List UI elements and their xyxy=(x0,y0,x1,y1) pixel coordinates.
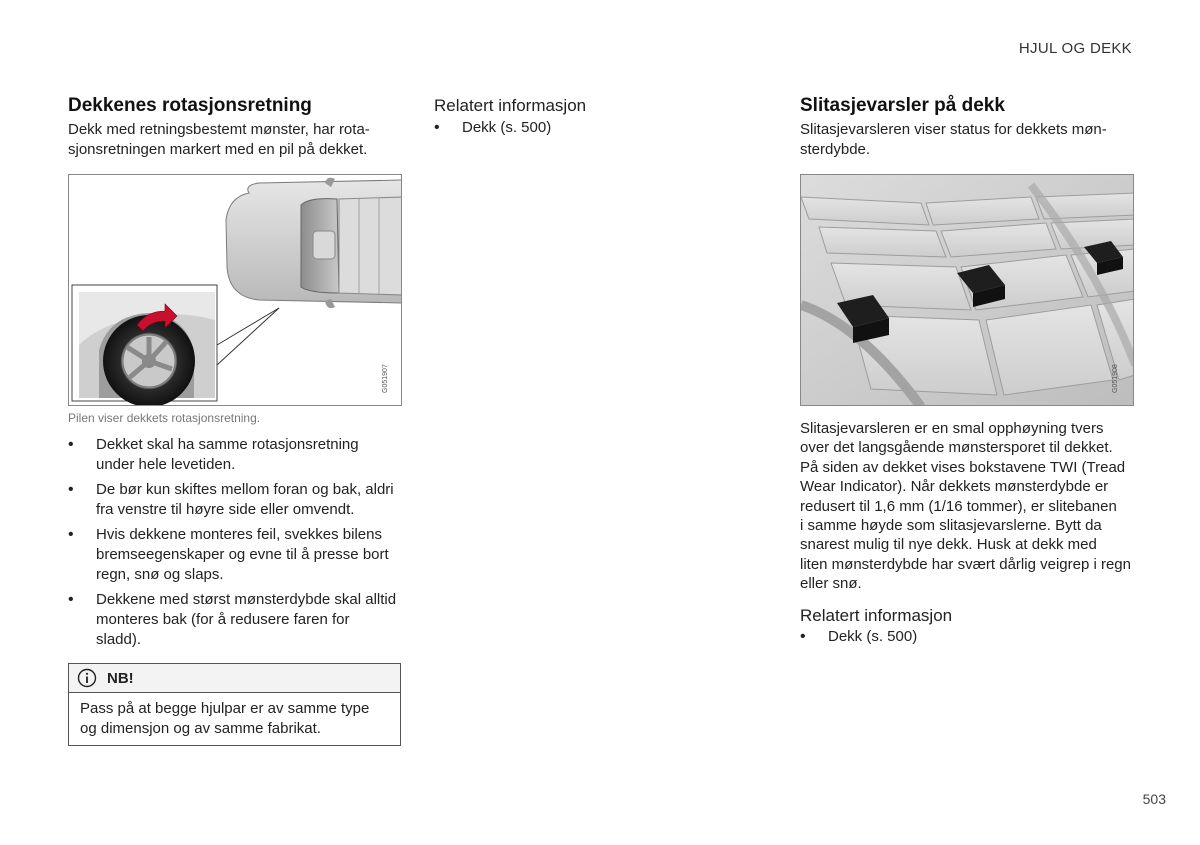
rotation-section-title: Dekkenes rotasjonsretning xyxy=(68,95,312,116)
section-header: HJUL OG DEKK xyxy=(1018,40,1132,57)
figure-caption: Pilen viser dekkets rotasjonsretning. xyxy=(68,411,261,425)
tread-wear-figure xyxy=(800,174,1134,406)
list-item-line: bremseegenskaper og evne til å presse bort xyxy=(96,546,389,563)
related-info-list xyxy=(434,118,551,143)
body-line: over det langsgående mønstersporet til dekket. xyxy=(800,439,1113,457)
list-item-line: fra venstre til høyre side eller omvendt. xyxy=(96,501,355,518)
wear-indicator-intro xyxy=(800,120,1140,160)
info-icon xyxy=(77,668,97,688)
related-link[interactable]: • Dekk (s. 500) xyxy=(800,627,917,647)
rotation-figure xyxy=(68,174,402,406)
note-text-line: og dimensjon og av samme fabrikat. xyxy=(80,720,321,737)
tire-tread-illustration xyxy=(801,175,1134,406)
list-item-line: • De bør kun skiftes mellom foran og bak, aldri xyxy=(96,481,394,498)
list-item xyxy=(68,525,413,585)
list-item-line: under hele levetiden. xyxy=(96,456,236,473)
list-item-line: sladd). xyxy=(96,631,142,648)
related-info-title: Relatert informasjon xyxy=(434,96,587,115)
car-top-view-illustration xyxy=(69,175,402,406)
note-text xyxy=(69,693,400,747)
body-line: i samme høyde som slitasjevarslerne. Bytt da xyxy=(800,517,1102,535)
list-item xyxy=(68,435,413,475)
list-item-line: • Hvis dekkene monteres feil, svekkes bilens xyxy=(96,526,382,543)
wear-intro-line: sterdybde. xyxy=(800,141,871,158)
body-line: Slitasjevarsleren er en smal opphøyning tvers xyxy=(800,420,1104,437)
page-number: 503 xyxy=(1142,791,1166,807)
list-item-line: monteres bak (for å redusere faren for xyxy=(96,611,350,628)
rotation-bullet-list xyxy=(68,435,413,655)
body-line: Wear Indicator). Når dekkets mønsterdybde er xyxy=(800,478,1109,496)
list-item-line: • Dekkene med størst mønsterdybde skal alltid xyxy=(96,591,397,608)
list-item xyxy=(68,480,413,520)
note-header xyxy=(69,664,400,693)
list-item-line: regn, snø og slaps. xyxy=(96,566,224,583)
wear-indicator-section-title: Slitasjevarsler på dekk xyxy=(800,95,1005,116)
note-label: NB! xyxy=(107,669,134,687)
figure-code: G051908 xyxy=(1112,364,1119,393)
related-link[interactable]: • Dekk (s. 500) xyxy=(434,118,551,138)
related-info-list xyxy=(800,627,917,652)
body-line: redusert til 1,6 mm (1/16 tommer), er slitebanen xyxy=(800,497,1117,515)
figure-code: G051907 xyxy=(382,364,389,393)
body-line: eller snø. xyxy=(800,575,862,593)
related-info-title: Relatert informasjon xyxy=(800,606,953,625)
list-item xyxy=(68,590,413,650)
rotation-intro xyxy=(68,120,408,160)
wear-intro-line: Slitasjevarsleren viser status for dekkets møn- xyxy=(800,121,1107,138)
note-text-line: Pass på at begge hjulpar er av samme type xyxy=(80,700,370,717)
wear-indicator-body xyxy=(800,419,1145,594)
body-line: liten mønsterdybde har svært dårlig veigrep i regn xyxy=(800,555,1131,573)
note-box xyxy=(68,663,401,746)
rotation-intro-line: Dekk med retningsbestemt mønster, har rota- xyxy=(68,121,370,138)
body-line: snarest mulig til nye dekk. Husk at dekk med xyxy=(800,536,1097,554)
list-item-line: • Dekket skal ha samme rotasjonsretning xyxy=(96,436,359,453)
rotation-intro-line: sjonsretningen markert med en pil på dekket. xyxy=(68,141,368,158)
body-line: På siden av dekket vises bokstavene TWI (Tread xyxy=(800,458,1126,476)
